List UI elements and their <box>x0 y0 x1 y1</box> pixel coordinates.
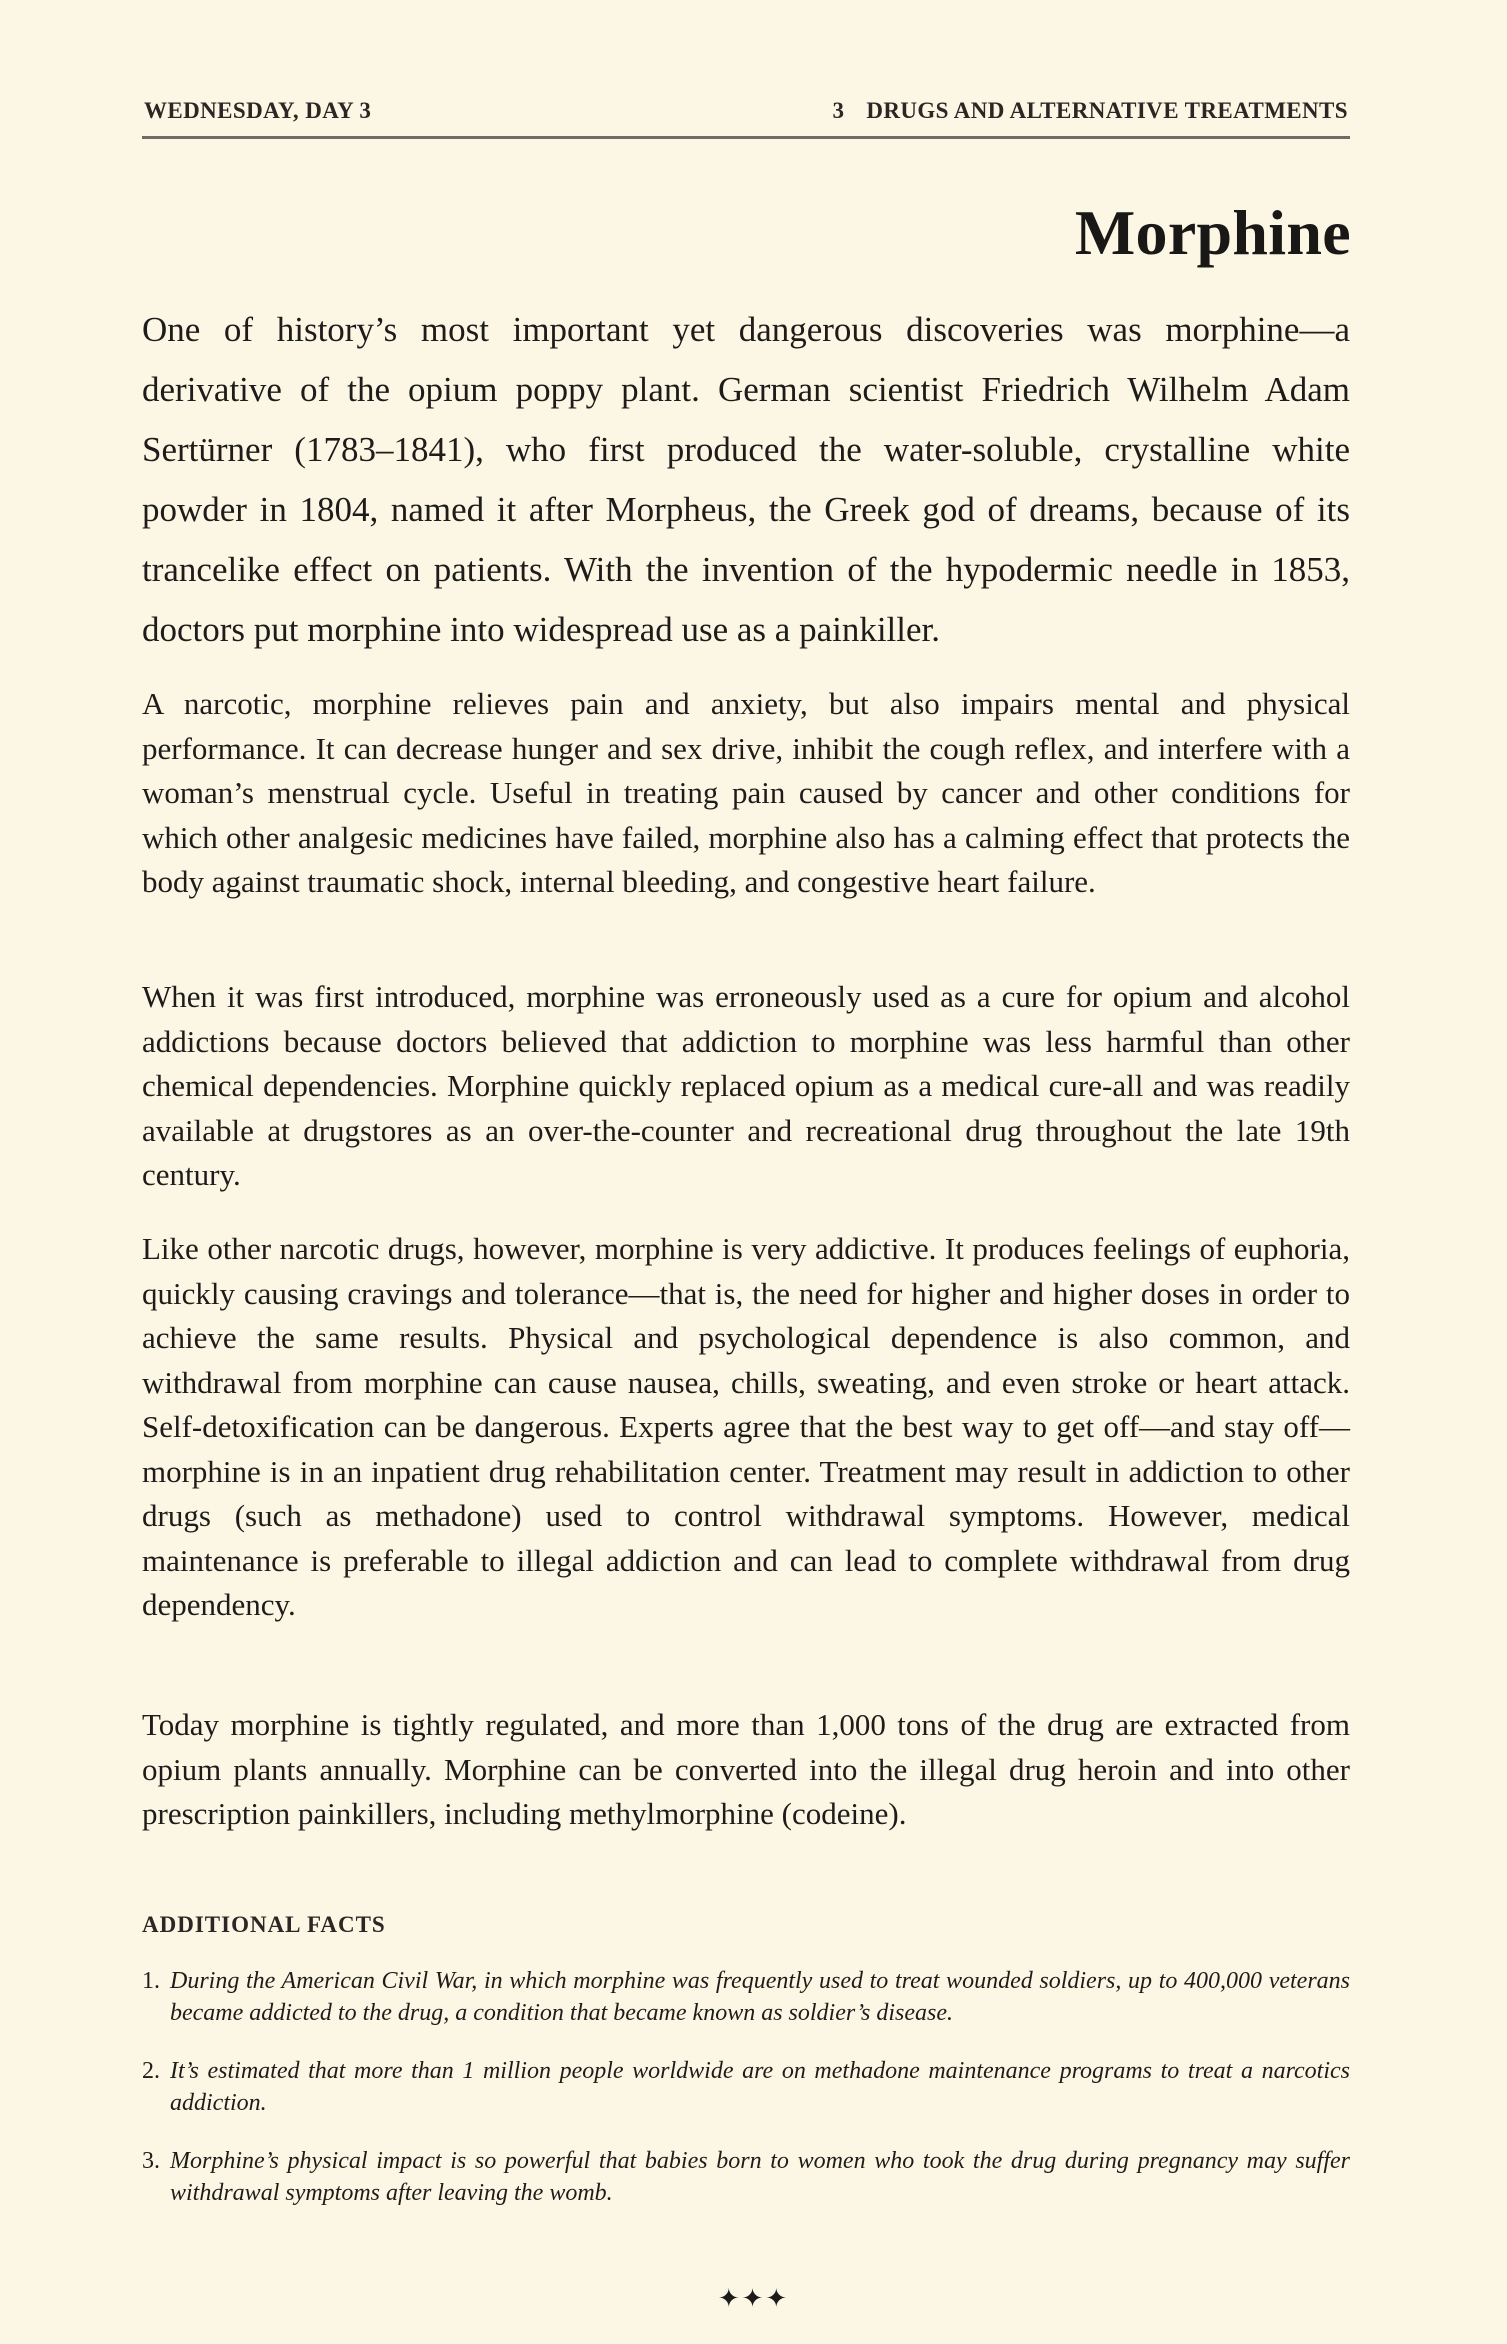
fact-number: 2. <box>142 2058 160 2084</box>
fact-item <box>142 1965 1350 2029</box>
fact-text: Morphine’s physical impact is so powerful that babies born to women who took the drug during pregnancy may suffer withdrawal symptoms after leaving the womb. <box>170 2148 1350 2206</box>
fact-item <box>142 2145 1350 2209</box>
additional-facts-heading: ADDITIONAL FACTS <box>142 1912 386 1937</box>
body-paragraph-3: When it was first introduced, morphine was erroneously used as a cure for opium and alcohol addictions because doctors believed that addiction to morphine was less harmful than other chemical dependencies. Morphine quickly replaced opium as a medical cure-all and was readily available at drugstores as an over-the-counter and recreational drug throughout the late 19th century. <box>142 979 1350 1192</box>
fact-number: 1. <box>142 1968 160 1994</box>
running-head <box>142 96 1350 139</box>
chapter-number: 3 <box>832 98 845 123</box>
body-paragraph-4: Like other narcotic drugs, however, morphine is very addictive. It produces feelings of euphoria, quickly causing cravings and tolerance—that is, the need for higher and higher doses in order to achieve the same results. Physical and psychological dependence is also common, and withdrawal from morphine can cause nausea, chills, sweating, and even stroke or heart attack. Self-detoxification can be dangerous. Experts agree that the best way to get off—and stay off—morphine is in an inpatient drug rehabilitation center. Treatment may result in addiction to other drugs (such as methadone) used to control withdrawal symptoms. However, medical maintenance is preferable to illegal addiction and can lead to complete withdrawal from drug dependency. <box>142 1231 1350 1622</box>
fact-text: During the American Civil War, in which morphine was frequently used to treat wounded soldiers, up to 400,000 veterans became addicted to the drug, a condition that became known as soldier’s disease. <box>170 1968 1350 2026</box>
body-paragraph-5: Today morphine is tightly regulated, and more than 1,000 tons of the drug are extracted from opium plants annually. Morphine can be converted into the illegal drug heroin and into other prescription painkillers, including methylmorphine (codeine). <box>142 1707 1350 1831</box>
page-title: Morphine <box>1074 197 1351 268</box>
running-head-section <box>832 98 1348 124</box>
fact-number: 3. <box>142 2148 160 2174</box>
end-ornament-icon: ✦✦✦ <box>717 2284 790 2314</box>
chapter-title: DRUGS AND ALTERNATIVE TREATMENTS <box>866 98 1348 123</box>
running-head-day: WEDNESDAY, DAY 3 <box>144 98 372 123</box>
fact-item <box>142 2055 1350 2119</box>
fact-text: It’s estimated that more than 1 million people worldwide are on methadone maintenance programs to treat a narcotics addiction. <box>170 2058 1350 2116</box>
body-paragraph-2: A narcotic, morphine relieves pain and anxiety, but also impairs mental and physical performance. It can decrease hunger and sex drive, inhibit the cough reflex, and interfere with a woman’s menstrual cycle. Useful in treating pain caused by cancer and other conditions for which other analgesic medicines have failed, morphine also has a calming effect that protects the body against traumatic shock, internal bleeding, and congestive heart failure. <box>142 686 1350 899</box>
additional-facts-list <box>142 1965 1350 2235</box>
lead-paragraph: One of history’s most important yet dangerous discoveries was morphine—a derivative of the opium poppy plant. German scientist Friedrich Wilhelm Adam Sertürner (1783–1841), who first produced the water-soluble, crystalline white powder in 1804, named it after Morpheus, the Greek god of dreams, because of its trancelike effect on patients. With the invention of the hypodermic needle in 1853, doctors put morphine into widespread use as a painkiller. <box>142 310 1350 649</box>
